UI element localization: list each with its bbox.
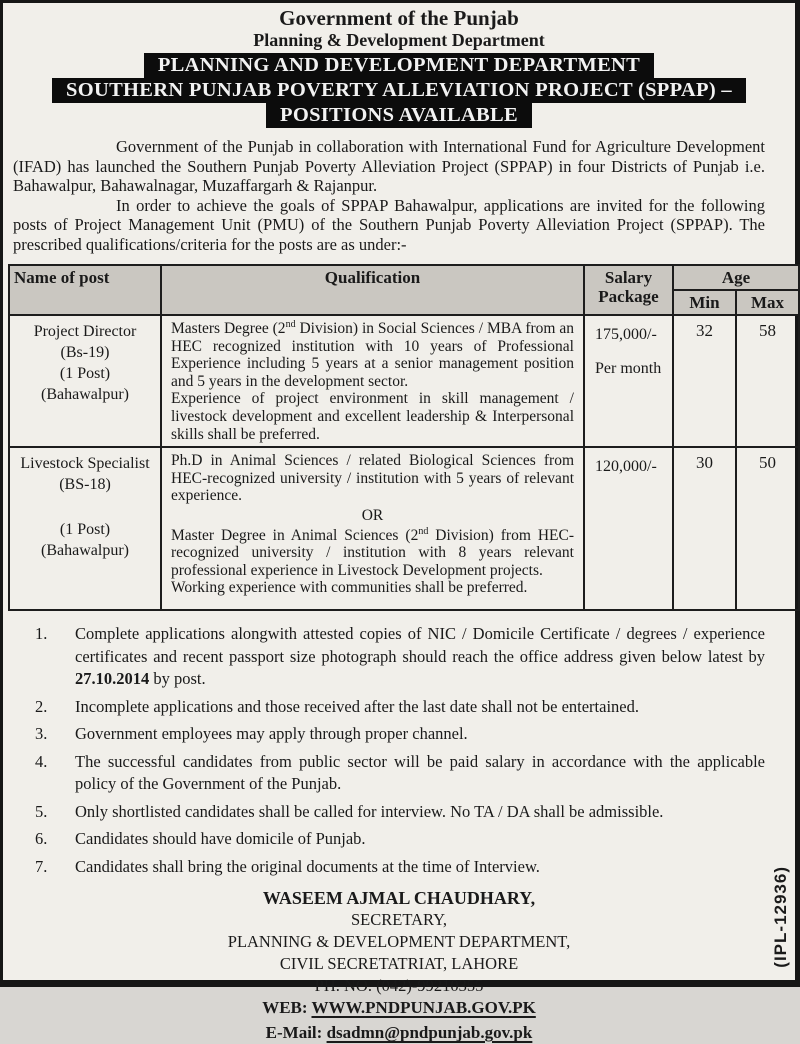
item-text: Candidates should have domicile of Punjab. <box>75 829 366 849</box>
column-header-age: Age <box>673 265 799 290</box>
post-location: (Bahawalpur) <box>41 542 129 560</box>
signatory-name: WASEEM AJMAL CHAUDHARY, <box>262 888 536 909</box>
intro-section <box>13 137 765 254</box>
post-grade: (Bs-19) <box>60 344 110 361</box>
email-label: E-Mail: <box>265 1023 327 1043</box>
post-title: Project Director <box>33 323 137 340</box>
deadline-date: 27.10.2014 <box>75 669 150 689</box>
banner-project: SOUTHERN PUNJAB POVERTY ALLEVIATION PROJECT (SPPAP) – <box>52 78 746 103</box>
item-text: Incomplete applications and those received after the last date shall not be entertained. <box>75 696 639 716</box>
column-header-age-min: Min <box>673 290 736 315</box>
item-text: Only shortlisted candidates shall be called for interview. No TA / DA shall be admissible. <box>75 801 664 821</box>
salary-amount: 175,000/- <box>595 326 657 343</box>
age-max-cell: 50 <box>736 447 799 610</box>
item-number: 5. <box>35 801 48 821</box>
qualification-option-2: Master Degree in Animal Sciences (2nd Division) from HEC-recognized university / institution with 8 years relevant professional experience in Livestock Development projects. <box>171 525 574 579</box>
list-item <box>35 723 765 746</box>
banner-positions: POSITIONS AVAILABLE <box>266 103 532 128</box>
table-row-livestock-specialist <box>9 447 799 610</box>
intro-paragraph-1: Government of the Punjab in collaboration with International Fund for Agriculture Development (IFAD) has launched the Southern Punjab Poverty Alleviation Project (SPPAP) in four Districts of Punjab i.e. Bahawalpur, Bahawalnagar, Muzaffargarh & Rajanpur. <box>13 137 765 195</box>
qualification-option-1: Ph.D in Animal Sciences / related Biological Sciences from HEC-recognized university / institution with 5 years of relevant experience. <box>171 452 574 505</box>
age-max-cell: 58 <box>736 315 799 447</box>
item-number: 2. <box>35 696 48 716</box>
salary-cell <box>584 315 673 447</box>
salary-period: Per month <box>595 360 662 377</box>
age-min-cell: 32 <box>673 315 736 447</box>
website-url: WWW.PNDPUNJAB.GOV.PK <box>311 998 536 1018</box>
table-header-row <box>9 265 799 290</box>
item-number: 1. <box>35 624 48 644</box>
signature-block <box>3 887 795 1044</box>
column-header-salary: Salary Package <box>584 265 673 315</box>
item-number: 7. <box>35 856 48 876</box>
item-text: The successful candidates from public sector will be paid salary in accordance with the applicable policy of the Government of the Punjab. <box>75 751 765 794</box>
column-header-post: Name of post <box>9 265 161 315</box>
item-text: Candidates shall bring the original documents at the time of Interview. <box>75 856 540 876</box>
post-name-cell <box>9 447 161 610</box>
intro-paragraph-2: In order to achieve the goals of SPPAP Bahawalpur, applications are invited for the following posts of Project Management Unit (PMU) of the Southern Punjab Poverty Alleviation Project (SPPAP). The prescribed qualifications/criteria for the posts are as under:- <box>13 195 765 254</box>
list-item <box>35 751 765 796</box>
signatory-address: CIVIL SECRETATRIAT, LAHORE <box>279 954 519 974</box>
item-number: 6. <box>35 829 48 849</box>
age-min-cell: 30 <box>673 447 736 610</box>
org-title: Government of the Punjab <box>279 6 519 30</box>
column-header-qualification: Qualification <box>161 265 584 315</box>
signatory-title: SECRETARY, <box>350 910 448 930</box>
item-text: Government employees may apply through proper channel. <box>75 724 468 744</box>
item-number: 4. <box>35 751 48 771</box>
post-count: (1 Post) <box>59 365 111 382</box>
item-text: Complete applications alongwith attested copies of NIC / Domicile Certificate / degrees / experience certificates and recent passport size photograph should reach the office address given below latest by 27.10.2014 by post. <box>75 624 765 689</box>
email-line <box>3 1022 795 1044</box>
press-reference-code: (IPL-12936) <box>771 866 790 968</box>
list-item <box>35 623 765 691</box>
qualification-text: Masters Degree (2nd Division) in Social Sciences / MBA from an HEC recognized institution with 10 years of Professional Experience including 5 years at a senior management position and 5 years in the development sector. <box>171 318 574 390</box>
post-location: (Bahawalpur) <box>41 386 129 403</box>
qualification-preference: Experience of project environment in skill management / livestock development and excellent leadership & Interpersonal skills shall be preferred. <box>171 390 574 443</box>
qualification-cell <box>161 447 584 610</box>
post-name-cell <box>9 315 161 447</box>
signatory-department: PLANNING & DEVELOPMENT DEPARTMENT, <box>227 932 571 952</box>
email-address: dsadmn@pndpunjab.gov.pk <box>326 1023 533 1043</box>
list-item <box>35 856 765 879</box>
item-number: 3. <box>35 724 48 744</box>
qualification-preference: Working experience with communities shall be preferred. <box>171 579 528 597</box>
post-count: (1 Post) <box>59 521 111 539</box>
list-item <box>35 828 765 851</box>
qualification-cell <box>161 315 584 447</box>
title-banners <box>3 53 795 128</box>
website-line <box>3 997 795 1019</box>
salary-cell <box>584 447 673 610</box>
banner-department: PLANNING AND DEVELOPMENT DEPARTMENT <box>144 53 654 78</box>
instructions-list <box>35 623 765 878</box>
phone-number: PH. NO. (042)-99210355 <box>314 976 484 996</box>
list-item <box>35 696 765 719</box>
positions-table <box>8 264 800 611</box>
dept-title: Planning & Development Department <box>253 30 545 50</box>
post-title: Livestock Specialist (BS-18) <box>20 455 150 494</box>
salary-amount: 120,000/- <box>595 458 657 476</box>
table-row-project-director <box>9 315 799 447</box>
column-header-age-max: Max <box>736 290 799 315</box>
qualification-or: OR <box>361 506 384 524</box>
list-item <box>35 801 765 824</box>
website-label: WEB: <box>262 998 312 1018</box>
